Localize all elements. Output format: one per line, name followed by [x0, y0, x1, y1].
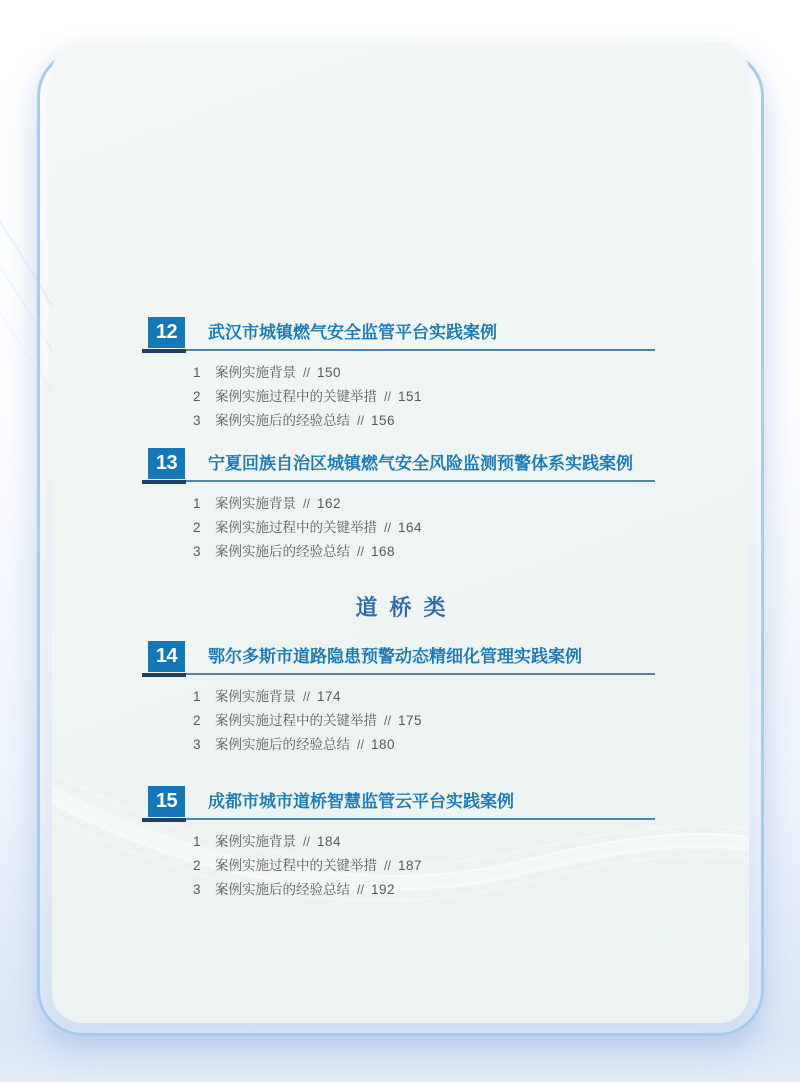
toc-subitem-list: [193, 685, 655, 757]
title-underline: [142, 349, 655, 353]
toc-subitem: [193, 361, 655, 385]
subitem-index: 1: [193, 496, 201, 511]
toc-entry: [142, 641, 655, 757]
chapter-title: 成都市城市道桥智慧监管云平台实践案例: [208, 792, 514, 811]
page-number: 168: [370, 544, 395, 559]
page-number: 184: [316, 834, 341, 849]
title-underline: [142, 480, 655, 484]
page-separator: //: [384, 859, 391, 873]
toc-subitem: [193, 709, 655, 733]
underline-dark-segment: [142, 480, 186, 484]
toc-page: [52, 42, 749, 1023]
subitem-label: 案例实施后的经验总结: [215, 882, 350, 897]
page-separator: //: [384, 521, 391, 535]
page-number: 150: [316, 365, 341, 380]
subitem-label: 案例实施背景: [215, 365, 296, 380]
subitem-index: 3: [193, 737, 201, 752]
page-number: 187: [397, 858, 422, 873]
toc-entry: [142, 317, 655, 433]
page-number: 162: [316, 496, 341, 511]
underline-light-segment: [186, 673, 655, 675]
subitem-label: 案例实施过程中的关键举措: [215, 858, 377, 873]
subitem-label: 案例实施过程中的关键举措: [215, 520, 377, 535]
toc-entry-header: [142, 448, 655, 479]
toc-subitem: [193, 733, 655, 757]
subitem-index: 1: [193, 689, 201, 704]
subitem-label: 案例实施后的经验总结: [215, 413, 350, 428]
chapter-number-badge: 15: [148, 786, 185, 817]
toc-entry-header: [142, 786, 655, 817]
subitem-label: 案例实施背景: [215, 496, 296, 511]
subitem-label: 案例实施后的经验总结: [215, 737, 350, 752]
toc-subitem-list: [193, 361, 655, 433]
page-separator: //: [384, 714, 391, 728]
chapter-title: 武汉市城镇燃气安全监管平台实践案例: [208, 323, 497, 342]
subitem-label: 案例实施后的经验总结: [215, 544, 350, 559]
chapter-number-badge: 13: [148, 448, 185, 479]
page-separator: //: [357, 738, 364, 752]
toc-subitem: [193, 540, 655, 564]
subitem-index: 2: [193, 713, 201, 728]
underline-light-segment: [186, 480, 655, 482]
subitem-label: 案例实施过程中的关键举措: [215, 713, 377, 728]
subitem-label: 案例实施背景: [215, 689, 296, 704]
page-separator: //: [357, 545, 364, 559]
page-number: 175: [397, 713, 422, 728]
page-number: 164: [397, 520, 422, 535]
toc-entry-header: [142, 317, 655, 348]
subitem-index: 2: [193, 389, 201, 404]
underline-dark-segment: [142, 673, 186, 677]
toc-subitem: [193, 385, 655, 409]
underline-dark-segment: [142, 349, 186, 353]
toc-entry-header: [142, 641, 655, 672]
subitem-index: 2: [193, 520, 201, 535]
title-underline: [142, 818, 655, 822]
subitem-index: 3: [193, 882, 201, 897]
toc-entry: [142, 448, 655, 564]
toc-subitem: [193, 492, 655, 516]
toc-subitem: [193, 685, 655, 709]
page-number: 156: [370, 413, 395, 428]
page-separator: //: [357, 883, 364, 897]
page-number: 151: [397, 389, 422, 404]
page-number: 174: [316, 689, 341, 704]
subitem-index: 1: [193, 834, 201, 849]
toc-subitem: [193, 409, 655, 433]
chapter-number-badge: 14: [148, 641, 185, 672]
toc-subitem-list: [193, 830, 655, 902]
chapter-title: 宁夏回族自治区城镇燃气安全风险监测预警体系实践案例: [208, 454, 633, 473]
subitem-label: 案例实施过程中的关键举措: [215, 389, 377, 404]
chapter-number-badge: 12: [148, 317, 185, 348]
underline-light-segment: [186, 818, 655, 820]
page-number: 192: [370, 882, 395, 897]
toc-subitem: [193, 854, 655, 878]
chapter-title: 鄂尔多斯市道路隐患预警动态精细化管理实践案例: [208, 647, 582, 666]
page-separator: //: [357, 414, 364, 428]
page-separator: //: [303, 690, 310, 704]
subitem-label: 案例实施背景: [215, 834, 296, 849]
page-separator: //: [303, 497, 310, 511]
subitem-index: 2: [193, 858, 201, 873]
page-separator: //: [303, 366, 310, 380]
section-heading: 道桥类: [355, 595, 458, 620]
page-separator: //: [303, 835, 310, 849]
underline-light-segment: [186, 349, 655, 351]
page-number: 180: [370, 737, 395, 752]
page-separator: //: [384, 390, 391, 404]
toc-subitem-list: [193, 492, 655, 564]
toc-subitem: [193, 878, 655, 902]
underline-dark-segment: [142, 818, 186, 822]
toc-subitem: [193, 830, 655, 854]
subitem-index: 1: [193, 365, 201, 380]
toc-entry: [142, 786, 655, 902]
subitem-index: 3: [193, 413, 201, 428]
subitem-index: 3: [193, 544, 201, 559]
toc-subitem: [193, 516, 655, 540]
title-underline: [142, 673, 655, 677]
